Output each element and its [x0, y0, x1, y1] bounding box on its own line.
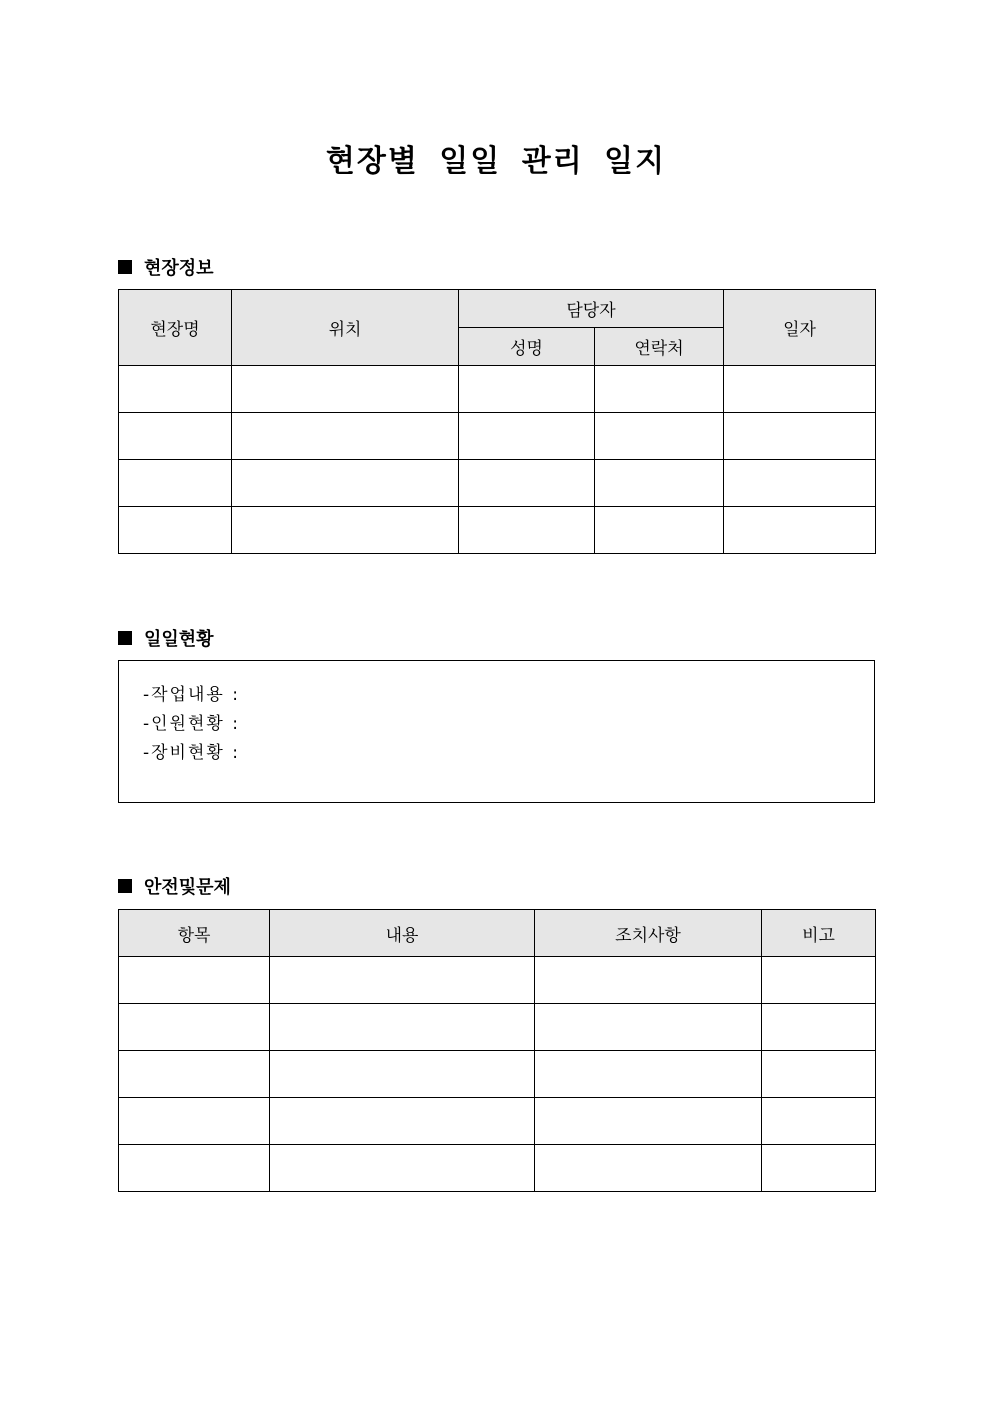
site-name-cell[interactable]: [119, 413, 232, 460]
daily-status-box[interactable]: [118, 660, 875, 803]
square-bullet-icon: [118, 260, 132, 274]
item-cell[interactable]: [119, 957, 270, 1004]
header-manager-name: 성명: [459, 328, 595, 366]
table-row: [119, 1145, 876, 1192]
site-info-table: [118, 289, 876, 554]
item-cell[interactable]: [119, 1004, 270, 1051]
action-cell[interactable]: [535, 1004, 762, 1051]
content-cell[interactable]: [270, 1098, 535, 1145]
header-manager-contact: 연락처: [595, 328, 724, 366]
table-header-row: [119, 290, 876, 328]
header-manager: 담당자: [459, 290, 724, 328]
header-remarks: 비고: [762, 910, 876, 957]
equipment-status-line: -장비현황 :: [143, 743, 240, 763]
header-content: 내용: [270, 910, 535, 957]
remarks-cell[interactable]: [762, 1145, 876, 1192]
remarks-cell[interactable]: [762, 957, 876, 1004]
header-action: 조치사항: [535, 910, 762, 957]
remarks-cell[interactable]: [762, 1051, 876, 1098]
location-cell[interactable]: [232, 366, 459, 413]
action-cell[interactable]: [535, 957, 762, 1004]
section-heading-safety: [118, 873, 231, 899]
personnel-status-line: -인원현황 :: [143, 714, 240, 734]
square-bullet-icon: [118, 879, 132, 893]
site-name-cell[interactable]: [119, 507, 232, 554]
manager-contact-cell[interactable]: [595, 413, 724, 460]
location-cell[interactable]: [232, 413, 459, 460]
content-cell[interactable]: [270, 1145, 535, 1192]
header-location: 위치: [232, 290, 459, 366]
manager-contact-cell[interactable]: [595, 507, 724, 554]
action-cell[interactable]: [535, 1051, 762, 1098]
table-header-row: [119, 910, 876, 957]
header-item: 항목: [119, 910, 270, 957]
manager-name-cell[interactable]: [459, 460, 595, 507]
table-row: [119, 957, 876, 1004]
manager-name-cell[interactable]: [459, 507, 595, 554]
item-cell[interactable]: [119, 1051, 270, 1098]
date-cell[interactable]: [724, 460, 876, 507]
manager-contact-cell[interactable]: [595, 460, 724, 507]
table-row: [119, 1004, 876, 1051]
date-cell[interactable]: [724, 366, 876, 413]
table-row: [119, 1051, 876, 1098]
manager-name-cell[interactable]: [459, 366, 595, 413]
site-name-cell[interactable]: [119, 460, 232, 507]
location-cell[interactable]: [232, 507, 459, 554]
manager-contact-cell[interactable]: [595, 366, 724, 413]
section-heading-label: 일일현황: [144, 629, 214, 650]
table-row: [119, 1098, 876, 1145]
daily-status-lines: [143, 681, 240, 768]
section-heading-daily-status: [118, 625, 214, 651]
section-heading-label: 현장정보: [144, 258, 214, 279]
header-date: 일자: [724, 290, 876, 366]
content-cell[interactable]: [270, 1004, 535, 1051]
table-row: [119, 507, 876, 554]
table-row: [119, 366, 876, 413]
work-content-line: -작업내용 :: [143, 685, 240, 705]
section-heading-label: 안전및문제: [144, 877, 231, 898]
safety-table: [118, 909, 876, 1192]
location-cell[interactable]: [232, 460, 459, 507]
remarks-cell[interactable]: [762, 1098, 876, 1145]
section-heading-site-info: [118, 254, 214, 280]
item-cell[interactable]: [119, 1098, 270, 1145]
content-cell[interactable]: [270, 957, 535, 1004]
item-cell[interactable]: [119, 1145, 270, 1192]
action-cell[interactable]: [535, 1098, 762, 1145]
content-cell[interactable]: [270, 1051, 535, 1098]
table-row: [119, 413, 876, 460]
remarks-cell[interactable]: [762, 1004, 876, 1051]
site-name-cell[interactable]: [119, 366, 232, 413]
manager-name-cell[interactable]: [459, 413, 595, 460]
date-cell[interactable]: [724, 507, 876, 554]
header-site-name: 현장명: [119, 290, 232, 366]
page-title: 현장별 일일 관리 일지: [325, 144, 667, 179]
square-bullet-icon: [118, 631, 132, 645]
action-cell[interactable]: [535, 1145, 762, 1192]
table-row: [119, 460, 876, 507]
date-cell[interactable]: [724, 413, 876, 460]
